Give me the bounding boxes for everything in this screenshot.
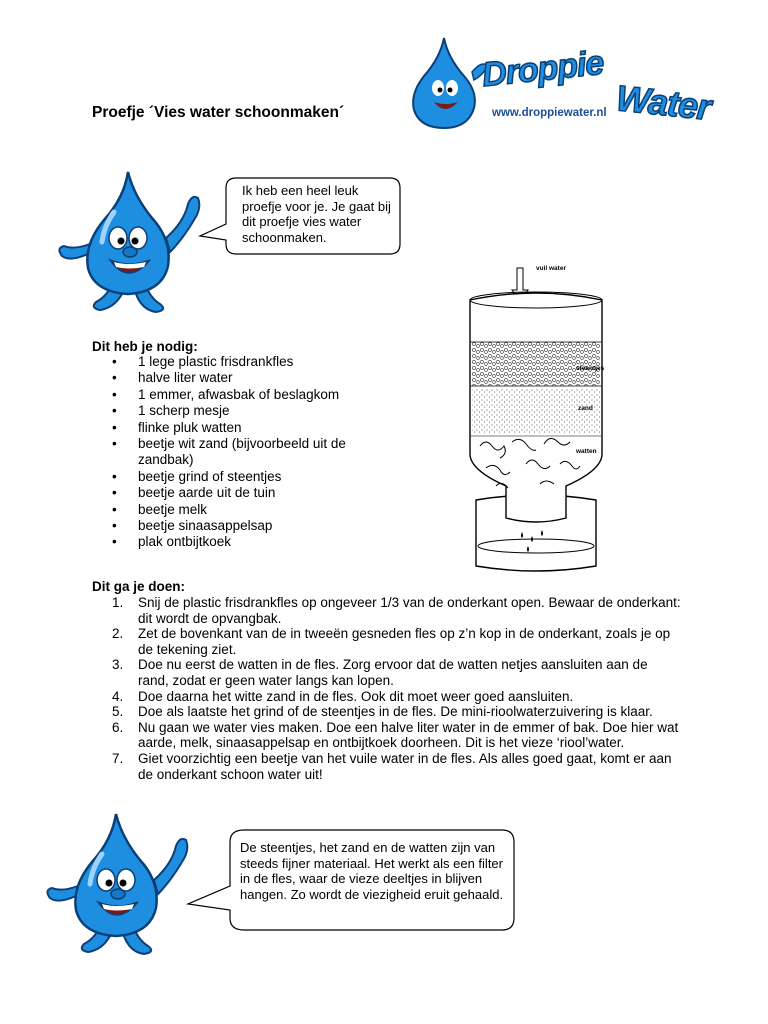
step-text: Snij de plastic frisdrankfles op ongeveer 1/3 van de onderkant open. Bewaar de onderkant: dit wordt de opvangbak. xyxy=(138,595,681,626)
step-text: Doe als laatste het grind of de steentjes in de fles. De mini-rioolwaterzuivering is klaar. xyxy=(138,704,653,720)
logo-word-water: Water xyxy=(614,77,713,128)
list-item: • 1 lege plastic frisdrankfles xyxy=(112,354,372,370)
list-item xyxy=(112,720,682,751)
bubble-bottom-text: De steentjes, het zand en de watten zijn van steeds fijner materiaal. Het werkt als een filter in de fles, waar de vieze deeltjes in blijven hangen. Zo wordt de viezigheid eruit gehaald. xyxy=(240,840,504,902)
bottle-filter-diagram xyxy=(456,264,616,574)
mascot-top xyxy=(52,168,202,318)
step-text: Nu gaan we water vies maken. Doe een halve liter water in de emmer of bak. Doe hier wat aarde, melk, sinaasappelsap en ontbijtkoek doorheen. Dit is het vieze ‘riool’water. xyxy=(138,719,679,751)
step-number: 3. xyxy=(112,657,124,673)
step-text: Doe daarna het witte zand in de fles. Ook dit moet weer goed aansluiten. xyxy=(138,688,574,704)
label-vuil-water: vuil water xyxy=(536,265,566,272)
list-item: • flinke pluk watten xyxy=(112,420,372,436)
water-drop-mascot-icon xyxy=(40,810,190,960)
needs-list xyxy=(112,354,372,551)
steps-heading: Dit ga je doen: xyxy=(92,579,186,594)
speech-bubble-bottom xyxy=(184,828,520,934)
label-steentjes: steentjes xyxy=(576,365,605,372)
list-item: • plak ontbijtkoek xyxy=(112,534,372,550)
step-number: 7. xyxy=(112,750,124,766)
list-item xyxy=(112,626,682,657)
droppie-water-logo xyxy=(402,36,742,132)
list-item xyxy=(112,595,682,626)
steps-list xyxy=(112,595,682,782)
list-item: • beetje sinaasappelsap xyxy=(112,518,372,534)
step-number: 4. xyxy=(112,688,124,704)
step-text: Giet voorzichtig een beetje van het vuile water in de fles. Als alles goed gaat, komt er aan de onderkant schoon water uit! xyxy=(138,750,672,782)
speech-bubble-top xyxy=(196,176,406,258)
list-item: • beetje aarde uit de tuin xyxy=(112,485,372,501)
water-drop-mascot-icon xyxy=(52,168,202,318)
step-number: 1. xyxy=(112,595,124,610)
step-number: 6. xyxy=(112,719,124,735)
step-text: Zet de bovenkant van de in tweeën gesneden fles op z’n kop in de onderkant, zoals je op de tekening ziet. xyxy=(138,626,671,657)
list-item: • 1 scherp mesje xyxy=(112,403,372,419)
step-text: Doe nu eerst de watten in de fles. Zorg ervoor dat de watten netjes aansluiten aan de rand, zodat er geen water langs kan lopen. xyxy=(138,657,648,688)
logo-url: www.droppiewater.nl xyxy=(492,107,607,119)
step-number: 5. xyxy=(112,704,124,720)
page-title: Proefje ´Vies water schoonmaken´ xyxy=(92,104,345,121)
list-item xyxy=(112,751,682,782)
logo-word-droppie: Droppie xyxy=(480,43,606,95)
step-number: 2. xyxy=(112,626,124,642)
label-watten: watten xyxy=(576,448,597,455)
list-item: • beetje wit zand (bijvoorbeeld uit de zandbak) xyxy=(112,436,358,469)
needs-heading: Dit heb je nodig: xyxy=(92,339,198,354)
list-item: • beetje grind of steentjes xyxy=(112,469,372,485)
label-zand: zand xyxy=(578,405,593,412)
mascot-bottom xyxy=(40,810,190,960)
list-item xyxy=(112,704,682,720)
list-item: • beetje melk xyxy=(112,502,372,518)
list-item xyxy=(112,689,682,705)
list-item: • halve liter water xyxy=(112,370,372,386)
list-item: • 1 emmer, afwasbak of beslagkom xyxy=(112,387,372,403)
list-item xyxy=(112,657,682,688)
bubble-top-text: Ik heb een heel leuk proefje voor je. Je gaat bij dit proefje vies water schoonmaken. xyxy=(242,183,391,245)
